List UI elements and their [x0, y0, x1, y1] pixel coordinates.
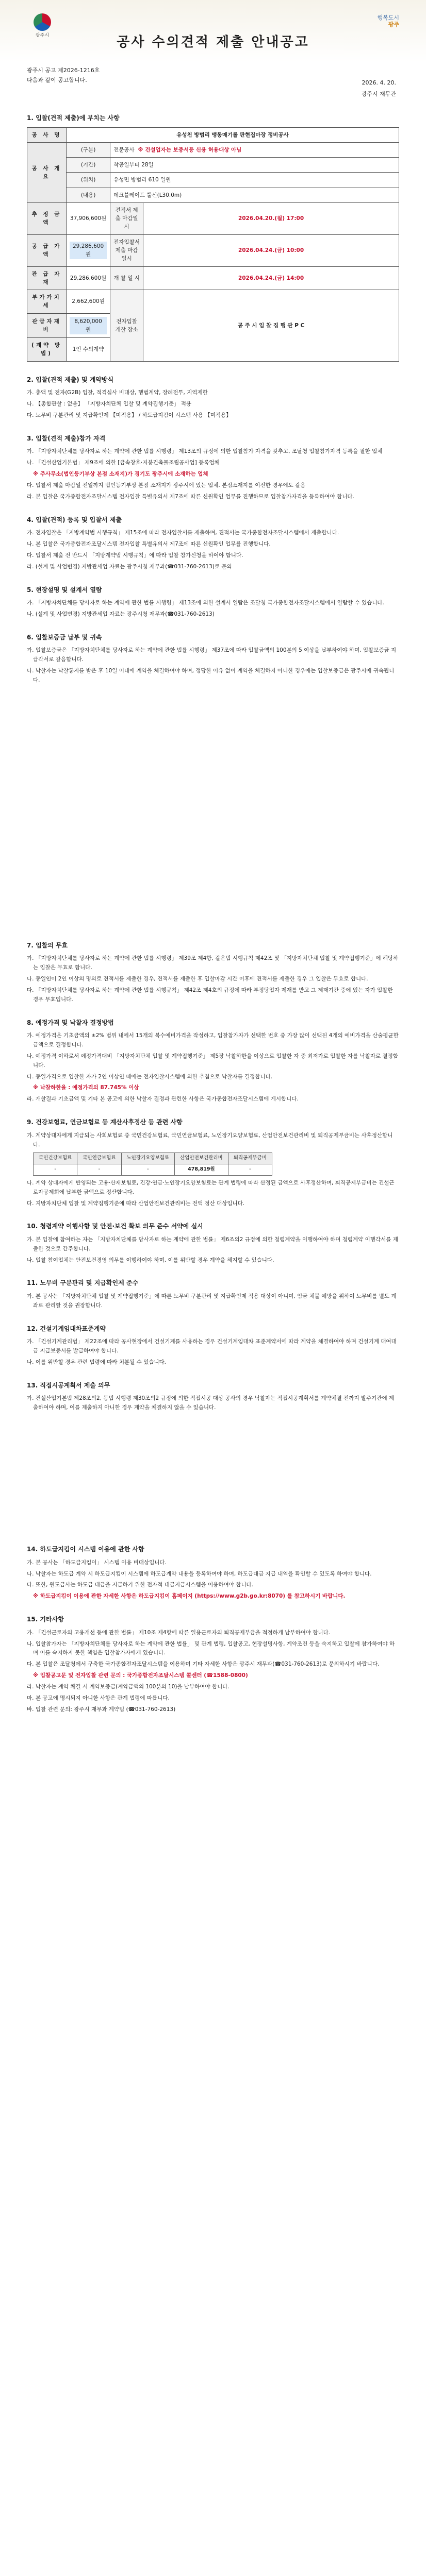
- section-10-title: 10. 청렴계약 이행사항 및 안전·보건 확보 의무 준수 서약에 실시: [27, 1223, 203, 1230]
- table-row: [27, 142, 399, 157]
- section-8-note: ※ 낙찰하한율 : 예정가격의 87.745% 이상: [33, 1084, 139, 1091]
- header: [0, 0, 426, 97]
- gov-label: 관 급 자 재: [27, 266, 67, 290]
- section-8-p3: 다. 동일가격으로 입찰한 자가 2인 이상인 때에는 전자입찰시스템에 의한 추첨으로 낙찰자를 결정합니다.: [27, 1073, 273, 1080]
- vat-label: 부가가치세: [27, 290, 67, 314]
- section-10-p1: 가. 본 입찰에 참여하는 자는 「지방자치단체를 당사자로 하는 계약에 관한 법률」 제6조의2 규정에 의한 청렴계약을 이행하여야 하며 청렴계약 이행각서를 제출한 것으로 간주합니다.: [27, 1236, 398, 1252]
- section-15-p3: 다. 본 입찰은 조달청에서 구축한 국가종합전자조달시스템을 이용하며 기타 자세한 사항은 광주시 재무과(☎031-760-2613)로 문의하시기 바랍니다.: [27, 1661, 380, 1668]
- type-value: 전문공사: [113, 146, 135, 153]
- section-15-p7: 바. 입찰 관련 문의: 광주시 재무과 계약팀 (☎031-760-2613): [27, 1706, 176, 1713]
- table-row: [27, 234, 399, 266]
- period-value: 착공일부터 28일: [110, 158, 399, 173]
- section-3-p1: 가. 「지방자치단체를 당사자로 하는 계약에 관한 법률 시행령」 제13조의 규정에 의한 입찰참가 자격을 갖추고, 조달청 입찰참가자격 등록을 필한 업체: [27, 448, 383, 455]
- section-7-title: 7. 입찰의 무효: [27, 941, 68, 949]
- section-8: [27, 1018, 399, 1105]
- supply-value: [67, 234, 110, 266]
- table-row: [27, 188, 399, 202]
- table-row: [27, 266, 399, 290]
- table-row: [27, 127, 399, 142]
- insurance-table: [33, 1153, 272, 1175]
- section-15: [27, 1615, 399, 1714]
- gov-value: 29,286,600원: [67, 266, 110, 290]
- slogan-line-2: 광주: [388, 21, 399, 28]
- total-value: 37,906,600원: [67, 202, 110, 234]
- section-2: [27, 375, 399, 420]
- section-6: [27, 633, 399, 685]
- open-value: 2026.04.24.(금) 14:00: [143, 266, 399, 290]
- date-block: [362, 77, 396, 100]
- scale-value: 데크블레이드 뿔신(L30.0m): [110, 188, 399, 202]
- section-3-p2: 나. 「건설산업기본법」 제9조에 의한 [금속창호·지붕건축물조립공사업] 등록업체: [27, 460, 220, 466]
- notice-issuer: 광주시 재무관: [361, 91, 396, 97]
- section-9-p2: 나. 계약 상대자에게 반영되는 고용·산재보험료, 건강·연금·노인장기요양보험료는 관계 법령에 따라 산정된 금액으로 사후정산하며, 퇴직공제부금비는 건설근로자공제회에 납부한 금액으로 정산합니다.: [27, 1179, 395, 1195]
- section-4-title: 4. 입찰(견적) 등록 및 입찰서 제출: [27, 516, 122, 523]
- insurance-head-4: 산업안전보건관리비: [175, 1153, 228, 1164]
- section-3-title: 3. 입찰(견적 제출)참가 자격: [27, 434, 106, 442]
- section-12-title: 12. 건설기계임대차표준계약: [27, 1325, 106, 1332]
- section-9: [27, 1117, 399, 1208]
- section-9-title: 9. 건강보험료, 연금보험료 등 계산사후정산 등 관련 사항: [27, 1118, 183, 1126]
- section-5-title: 5. 현장설명 및 설계서 열람: [27, 586, 102, 594]
- total-label: 추 정 금 액: [27, 202, 67, 234]
- section-13-title: 13. 직접시공계획서 제출 의무: [27, 1381, 110, 1389]
- project-name-label: 공 사 명: [27, 127, 67, 142]
- notice-meta: [27, 66, 100, 85]
- insurance-cell-4: 478,819원: [175, 1164, 228, 1176]
- insurance-cell-3: -: [121, 1164, 175, 1176]
- gov-mat-amount: 8,620,000원: [70, 317, 107, 335]
- section-7: [27, 941, 399, 1005]
- contract-method-label: (계약 방법): [27, 338, 67, 362]
- section-2-p1: 가. 총액 및 전자(G2B) 입찰, 적격심사 비대상, 행범계약, 장례전투, 지역제한: [27, 389, 208, 396]
- section-11-title: 11. 노무비 구분관리 및 지급확인제 준수: [27, 1279, 139, 1287]
- gov-mat-label: 관급자재비: [27, 313, 67, 338]
- table-row: [27, 290, 399, 314]
- section-15-p1: 가. 「건설근로자의 고용개선 등에 관한 법률」 제10조 제4항에 따른 일용근로자의 퇴직공제부금을 적정하게 납부하여야 합니다.: [27, 1629, 331, 1636]
- summary-label: 공 사 개 요: [27, 142, 67, 202]
- section-14-p3: 다. 또한, 원도급사는 하도급 대금을 지급하기 위한 전자적 대금지급시스템을 이용하여야 합니다.: [27, 1582, 253, 1588]
- section-5-p1: 가. 「지방자치단체를 당사자로 하는 계약에 관한 법률 시행령」 제13조에 의한 설계서 열람은 조달청 국가종합전자조달시스템에서 열람할 수 있습니다.: [27, 600, 384, 606]
- section-6-p2: 나. 낙찰자는 낙찰통지를 받은 후 10일 이내에 계약을 체결하여야 하며, 정당한 이유 없이 계약을 체결하지 아니한 경우에는 입찰보증금은 광주시에 귀속됩니다.: [27, 668, 395, 683]
- table-row: [34, 1153, 272, 1164]
- table-row: [34, 1164, 272, 1176]
- table-row: [27, 158, 399, 173]
- section-3-p4: 다. 입찰서 제출 마감일 전일까지 법인등기부상 본점 소재지가 광주시에 있는 업체. 본점소재지를 이전한 경우에도 같음: [27, 482, 306, 488]
- section-12: [27, 1324, 399, 1367]
- notice-date: 2026. 4. 20.: [362, 79, 396, 86]
- section-15-note: ※ 입찰공고문 및 전자입찰 관련 문의 : 국가종합전자조달시스템 콜센터 (☎1588-0800): [33, 1672, 248, 1679]
- section-10-p2: 나. 입찰 참여업체는 안전보건경영 의무를 이행하여야 하며, 이를 위반할 경우 계약을 해지할 수 있습니다.: [27, 1257, 274, 1263]
- section-9-p1: 가. 계약상대자에게 지급되는 사회보험료 중 국민건강보험료, 국민연금보험료, 노인장기요양보험료, 산업안전보건관리비 및 퇴직공제부금비는 사후정산합니다.: [27, 1132, 393, 1148]
- insurance-head-5: 퇴직공제부금비: [228, 1153, 272, 1164]
- section-9-p3: 다. 지방자치단체 입찰 및 계약집행기준에 따라 산업안전보건관리비는 전액 정산 대상입니다.: [27, 1200, 245, 1207]
- section-8-title: 8. 예정가격 및 낙찰자 결정방법: [27, 1019, 114, 1026]
- section-2-title: 2. 입찰(견적 제출) 및 계약방식: [27, 376, 114, 383]
- bid-info-table: [27, 127, 399, 362]
- gov-mat-value: [67, 313, 110, 338]
- period-label: (기간): [67, 158, 110, 173]
- project-name-value: 유성천 방범리 맹동매기롤 판현집마장 정비공사: [67, 127, 399, 142]
- spacer: [27, 1426, 399, 1545]
- section-8-p5: 라. 개찰결과 기초금액 및 기타 본 공고에 의한 낙찰자 결정과 관련한 사항은 국가종합전자조달시스템에 게시합니다.: [27, 1096, 299, 1103]
- table-row: [27, 173, 399, 188]
- section-15-title: 15. 기타사항: [27, 1616, 64, 1623]
- spacer: [27, 699, 399, 941]
- insurance-cell-2: -: [77, 1164, 121, 1176]
- insurance-cell-1: -: [34, 1164, 77, 1176]
- supply-label: 공 급 가 액: [27, 234, 67, 266]
- section-4: [27, 515, 399, 572]
- section-8-p1: 가. 예정가격은 기초금액의 ±2% 범위 내에서 15개의 복수예비가격을 작성하고, 입찰참가자가 선택한 번호 중 가장 많이 선택된 4개의 예비가격을 산술평균한 금액으로 결정합니다.: [27, 1032, 399, 1048]
- eval-value: 2026.04.20.(월) 17:00: [143, 202, 399, 234]
- insurance-head-1: 국민건강보험료: [34, 1153, 77, 1164]
- section-4-p4: 라. (설계 및 사업변경) 지방관세업 자료는 광주시청 재무과(☎031-760-2613)로 문의: [27, 563, 232, 570]
- notice-intro: 다음과 같이 공고합니다.: [27, 76, 87, 83]
- section-11: [27, 1278, 399, 1310]
- insurance-cell-5: -: [228, 1164, 272, 1176]
- scale-label: (내용): [67, 188, 110, 202]
- section-3: [27, 434, 399, 502]
- section-13: [27, 1381, 399, 1413]
- document-title: 공사 수의견적 제출 안내공고: [117, 35, 309, 50]
- type-cell: [110, 142, 399, 157]
- site-label: 전자입찰 개찰 장소: [110, 290, 143, 362]
- section-7-p1: 가. 「지방자치단체를 당사자로 하는 계약에 관한 법률 시행령」 제39조 제4항, 같은법 시행규칙 제42조 및 「지방자치단체 입찰 및 계약집행기준」에 해당하는 입찰은 무효로 합니다.: [27, 955, 399, 971]
- section-4-p2: 나. 본 입찰은 국가종합전자조달시스템 전자입찰 특별유의서 제7조에 따른 신원확인 업무를 진행합니다.: [27, 541, 271, 548]
- slogan-logo: [377, 14, 399, 28]
- section-14-note: ※ 하도급지킴이 이용에 관한 자세한 사항은 하도급지킴이 홈페이지 (https://www.g2b.go.kr:8070) 를 참고하시기 바랍니다.: [33, 1593, 346, 1600]
- section-8-p2: 나. 예정가격 이하로서 예정가격대비 「지방자치단체 입찰 및 계약집행기준」 제5장 낙찰하한율 이상으로 입찰한 자 중 최저가로 입찰한 자를 낙찰자로 결정합니다.: [27, 1053, 398, 1069]
- section-6-p1: 가. 입찰보증금은 「지방자치단체를 당사자로 하는 계약에 관한 법률 시행령」 제37조에 따라 입찰금액의 100분의 5 이상을 납부하여야 하며, 입찰보증금 지급각서로 갈음합니다.: [27, 647, 397, 663]
- type-label: (구분): [67, 142, 110, 157]
- bid-deadline-label: 전자입찰서 제출 마감일시: [110, 234, 143, 266]
- location-label: (위치): [67, 173, 110, 188]
- section-2-p2: 나. 【총합관찰 : 없음】 「지방자치단체 입찰 및 계약집행기준」 적용: [27, 401, 192, 408]
- city-emblem-icon: [34, 13, 51, 31]
- section-15-p2: 나. 입찰참가자는 「지방자치단체를 당사자로 하는 계약에 관한 법률」 및 관계 법령, 입찰공고, 현장설명사항, 계약조건 등을 숙지하고 입찰에 참가하여야 하며 이를 숙지하지 못한 책임은 입찰참가자에게 있습니다.: [27, 1640, 395, 1656]
- contract-method-value: 1인 수의계약: [67, 338, 110, 362]
- city-logo-text: 광주시: [35, 33, 50, 38]
- section-5-p2: 나. (설계 및 사업변경) 지방관세업 자료는 광주시청 재무과(☎031-760-2613): [27, 611, 215, 617]
- eval-label: 견적서 제출 마감일시: [110, 202, 143, 234]
- section-7-p3: 다. 「지방자치단체를 당사자로 하는 계약에 관한 법률 시행규칙」 제42조 제4호의 규정에 따라 부정당업자 제재를 받고 그 제재기간 중에 있는 자가 입찰한 경우 무효입니다.: [27, 987, 393, 1003]
- type-note: ※ 건설업자는 보증서등 신용 허용대상 아님: [138, 146, 242, 153]
- section-12-p1: 가. 「건설기계관리법」 제22조에 따라 공사현장에서 건설기계를 사용하는 경우 건설기계임대차 표준계약서에 따라 계약을 체결하여야 하며 건설기계 대여대금 지급보증서를 발급하여야 합니다.: [27, 1338, 397, 1354]
- section-7-p2: 나. 동일인이 2인 이상의 명의로 견적서를 제출한 경우, 견적서를 제출한 후 입찰마감 시간 이후에 견적서를 제출한 경우 그 입찰은 무효로 합니다.: [27, 976, 368, 982]
- section-3-p5: 라. 본 입찰은 국가종합전자조달시스템 전자입찰 특별유의서 제7조에 따른 신원확인 업무를 진행하므로 입찰참가자격을 등록하여야 합니다.: [27, 493, 354, 500]
- section-5: [27, 585, 399, 619]
- section-14-p1: 가. 본 공사는 「하도급지킴이」 시스템 이용 비대상입니다.: [27, 1559, 167, 1566]
- content: [27, 113, 399, 1727]
- section-11-p1: 가. 본 공사는 「지방자치단체 입찰 및 계약집행기준」에 따른 노무비 구분관리 및 지급확인제 적용 대상이 아니며, 임금 체불 예방을 위하여 노무비를 별도 계좌로 관리할 것을 권장합니다.: [27, 1293, 397, 1309]
- section-14-p2: 나. 낙찰자는 하도급 계약 시 하도급지킴이 시스템에 하도급계약 내용을 등록하여야 하며, 하도급대금 지급 내역을 확인할 수 있도록 하여야 합니다.: [27, 1570, 372, 1577]
- table-row: [27, 202, 399, 234]
- section-1: [27, 113, 399, 362]
- section-13-p1: 가. 건설산업기본법 제28조의2, 동법 시행령 제30조의2 규정에 의한 직접시공 대상 공사의 경우 낙찰자는 직접시공계획서를 계약체결 전까지 발주기관에 제출하여야 하며, 이를 제출하지 아니한 경우 계약을 체결하지 않을 수 있습니다.: [27, 1395, 395, 1411]
- site-value: 공 주 시 입 찰 집 행 관 P C: [143, 290, 399, 362]
- open-label: 개 찰 일 시: [110, 266, 143, 290]
- notice-number: 광주시 공고 제2026-1216호: [27, 67, 100, 74]
- section-14-title: 14. 하도급지킴이 시스템 이용에 관한 사항: [27, 1546, 144, 1553]
- insurance-head-3: 노인장기요양보험료: [121, 1153, 175, 1164]
- section-10: [27, 1222, 399, 1265]
- section-3-note: ※ 주사무소(법인등기부상 본점 소재지)가 경기도 광주시에 소재하는 업체: [33, 471, 208, 478]
- vat-value: 2,662,600원: [67, 290, 110, 314]
- section-15-p5: 라. 낙찰자는 계약 체결 시 계약보증금(계약금액의 100분의 10)을 납부하여야 합니다.: [27, 1683, 230, 1690]
- section-15-p6: 마. 본 공고에 명시되지 아니한 사항은 관계 법령에 따릅니다.: [27, 1694, 170, 1701]
- bid-deadline-value: 2026.04.24.(금) 10:00: [143, 234, 399, 266]
- section-4-p1: 가. 전자입찰은 「지방계약법 시행규칙」 제15조에 따라 전자입찰서를 제출하며, 견적서는 국가종합전자조달시스템에서 제출합니다.: [27, 530, 339, 536]
- section-2-p3: 다. 노무비 구분관리 및 지급확인제 【미적용】 / 하도급지킴이 시스템 사용 【미적용】: [27, 412, 232, 418]
- section-1-title: 1. 입찰(견적 제출)에 부치는 사항: [27, 114, 120, 122]
- slogan-line-1: 행복도시: [377, 14, 399, 21]
- section-14: [27, 1545, 399, 1601]
- section-4-p3: 다. 입찰서 제출 전 반드시 「지방계약법 시행규칙」에 따라 입찰 참가신청을 하여야 합니다.: [27, 552, 243, 558]
- section-12-p2: 나. 이를 위반할 경우 관련 법령에 따라 처분될 수 있습니다.: [27, 1359, 167, 1366]
- section-6-title: 6. 입찰보증금 납부 및 귀속: [27, 633, 102, 641]
- location-value: 유성면 방범리 610 일원: [110, 173, 399, 188]
- insurance-head-2: 국민연금보험료: [77, 1153, 121, 1164]
- supply-amount: 29,286,600원: [70, 242, 107, 260]
